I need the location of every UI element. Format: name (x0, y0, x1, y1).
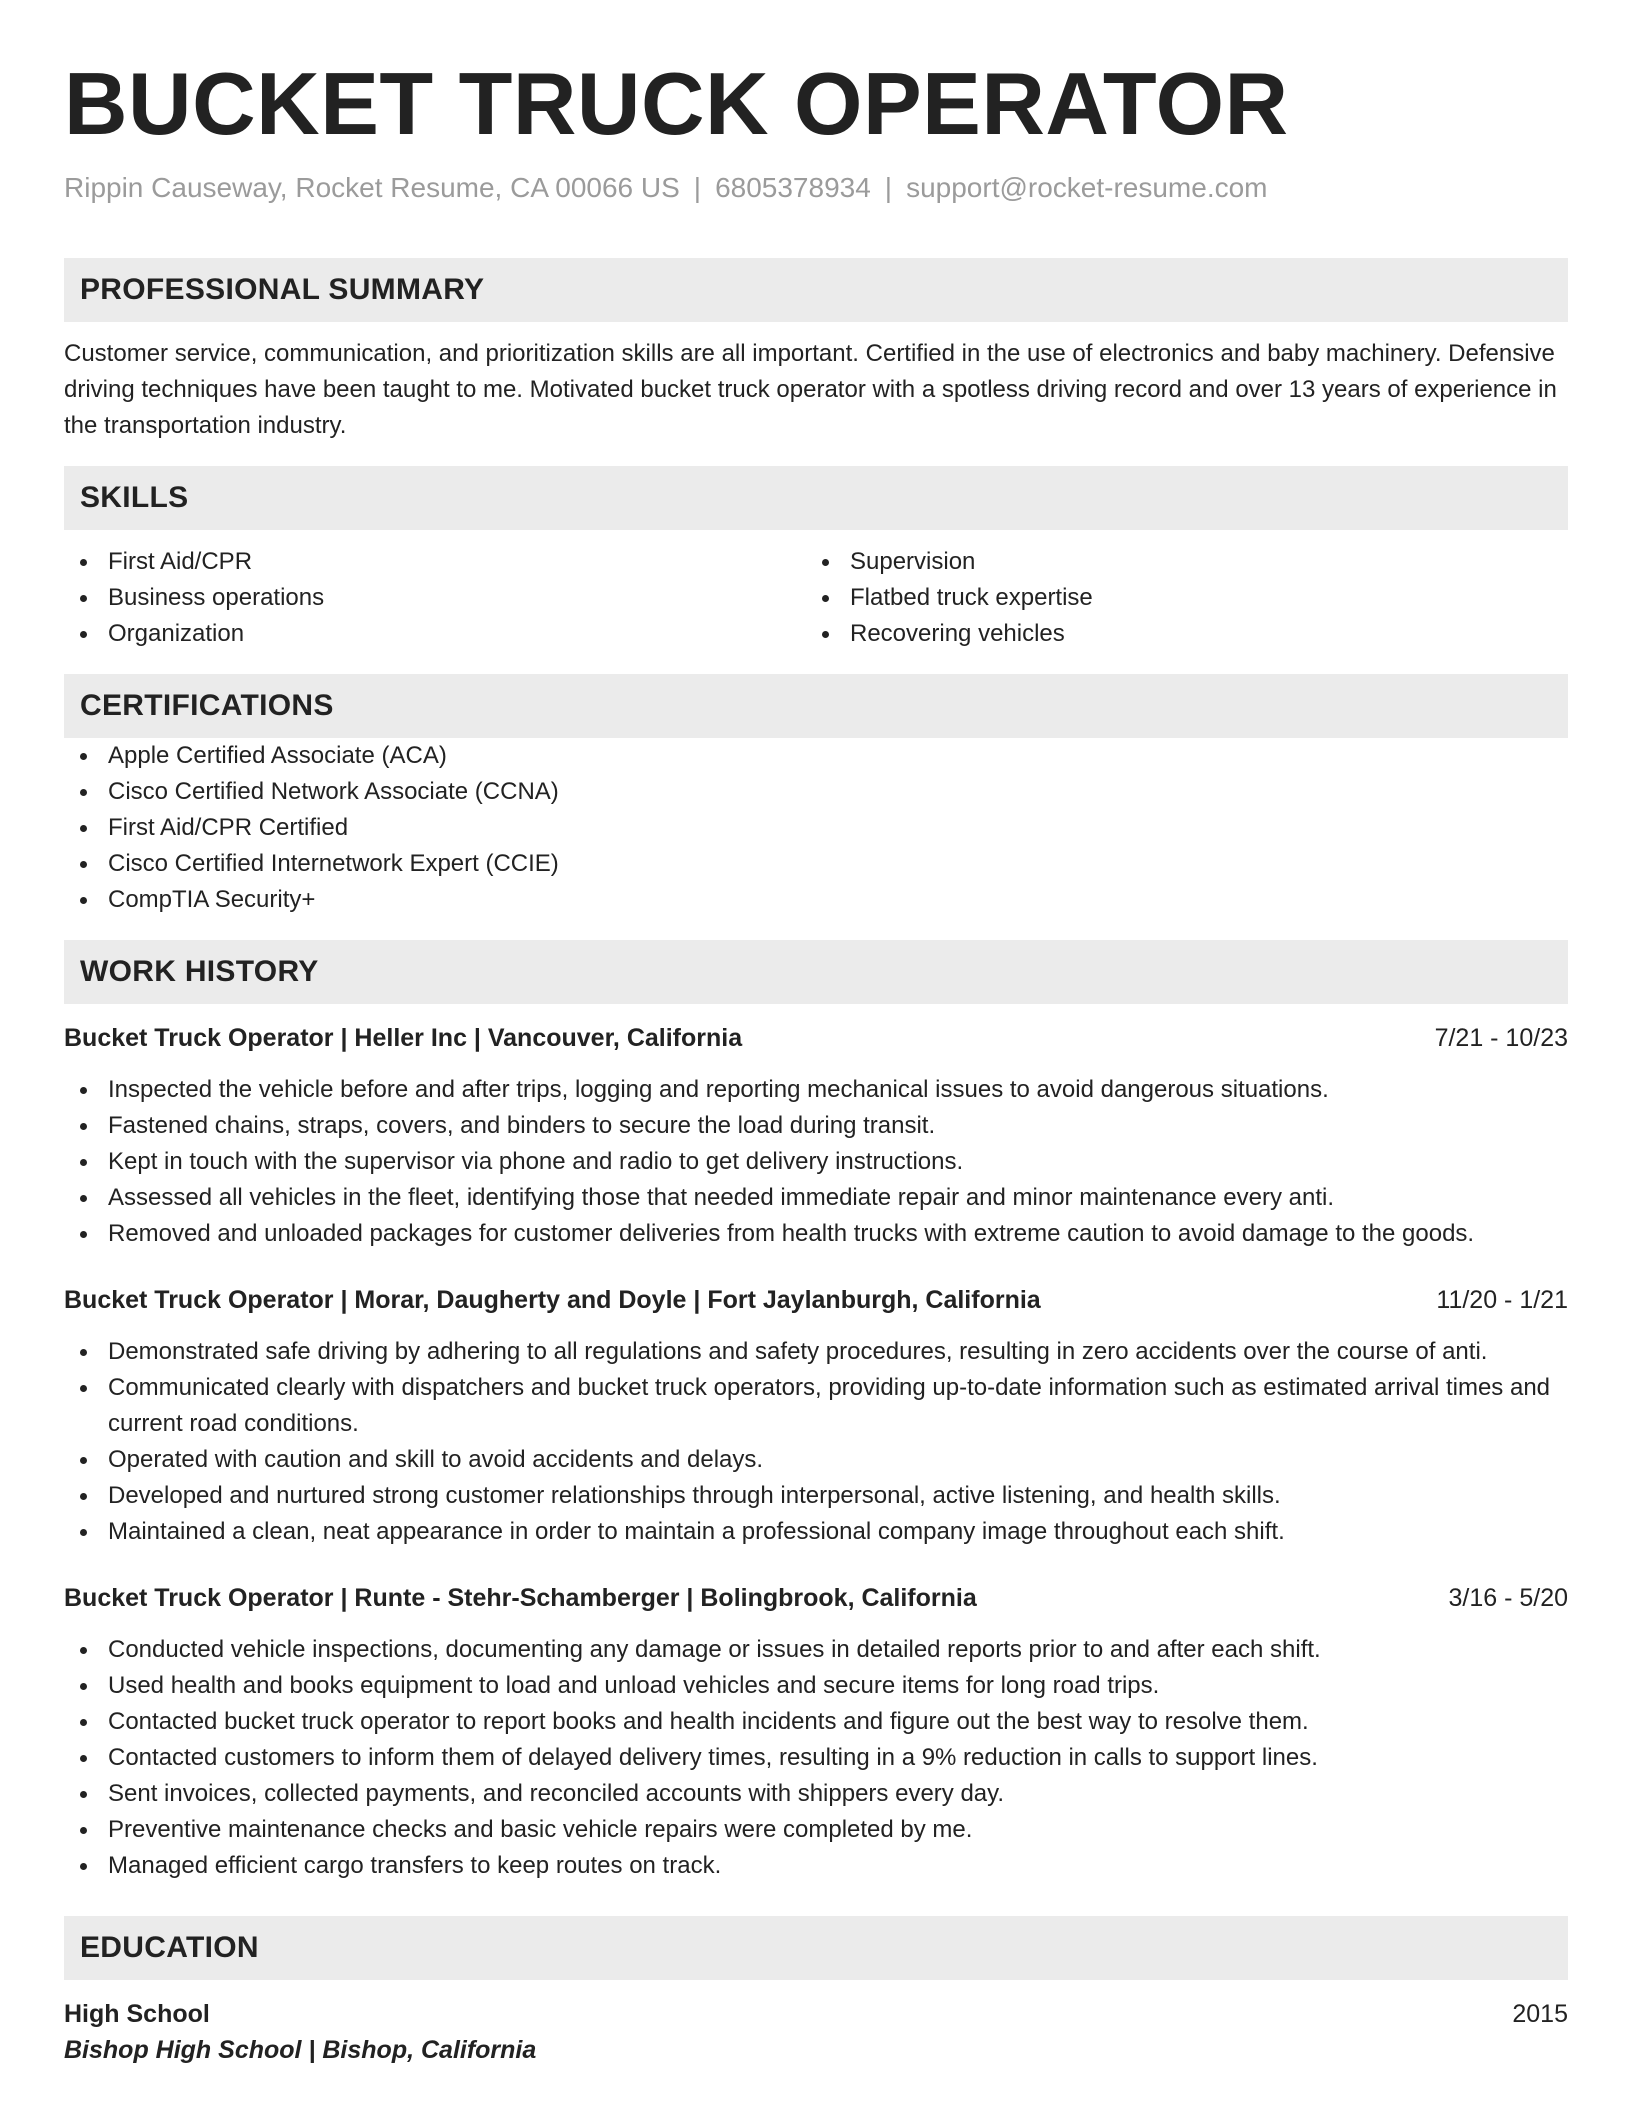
certification-item: First Aid/CPR Certified (64, 810, 1568, 846)
skills-section-header (64, 466, 1568, 530)
job-dates: 11/20 - 1/21 (1436, 1286, 1568, 1314)
summary-section-header (64, 258, 1568, 322)
job-entry (64, 1580, 1568, 1884)
skill-item: Flatbed truck expertise (806, 580, 1548, 616)
education-heading: EDUCATION (80, 1931, 259, 1964)
certification-item: CompTIA Security+ (64, 882, 1568, 918)
job-entry (64, 1282, 1568, 1550)
job-bullet: Assessed all vehicles in the fleet, identifying those that needed immediate repair and minor maintenance every anti. (64, 1180, 1568, 1216)
job-bullets (64, 1072, 1568, 1252)
education-school: Bishop High School | Bishop, California (64, 2036, 537, 2064)
job-header (64, 1020, 1568, 1056)
skill-item: Supervision (806, 544, 1548, 580)
contact-separator: | (693, 172, 702, 203)
skill-item: Recovering vehicles (806, 616, 1548, 652)
certification-item: Cisco Certified Internetwork Expert (CCIE) (64, 846, 1568, 882)
job-bullet: Contacted customers to inform them of delayed delivery times, resulting in a 9% reduction in calls to support lines. (64, 1740, 1568, 1776)
job-bullet: Maintained a clean, neat appearance in order to maintain a professional company image throughout each shift. (64, 1514, 1568, 1550)
skills-column-left (64, 544, 806, 652)
certifications-list (64, 738, 1568, 918)
job-header (64, 1282, 1568, 1318)
job-title: Bucket Truck Operator | Morar, Daugherty and Doyle | Fort Jaylanburgh, California (64, 1286, 1041, 1314)
job-bullet: Kept in touch with the supervisor via phone and radio to get delivery instructions. (64, 1144, 1568, 1180)
contact-address: Rippin Causeway, Rocket Resume, CA 00066 US (64, 172, 680, 203)
certifications-heading: CERTIFICATIONS (80, 689, 334, 722)
education-year: 2015 (1512, 2000, 1568, 2028)
job-bullet: Fastened chains, straps, covers, and binders to secure the load during transit. (64, 1108, 1568, 1144)
skills-list (64, 544, 1568, 652)
certifications-section-header (64, 674, 1568, 738)
work-heading: WORK HISTORY (80, 955, 319, 988)
job-bullets (64, 1334, 1568, 1550)
job-dates: 7/21 - 10/23 (1434, 1024, 1568, 1052)
summary-heading: PROFESSIONAL SUMMARY (80, 273, 485, 306)
job-bullet: Conducted vehicle inspections, documenting any damage or issues in detailed reports prior to and after each shift. (64, 1632, 1568, 1668)
job-title: Bucket Truck Operator | Runte - Stehr-Schamberger | Bolingbrook, California (64, 1584, 977, 1612)
work-section-header (64, 940, 1568, 1004)
education-entry (64, 1996, 1568, 2068)
summary-text: Customer service, communication, and prioritization skills are all important. Certified in the use of electronics and baby machinery. Defensive driving techniques have been taught to me. Motivated bucket truck operator with a spotless driving record and over 13 years of experience in the transportation industry. (64, 340, 1557, 439)
skill-item: Organization (64, 616, 806, 652)
job-bullet: Communicated clearly with dispatchers and bucket truck operators, providing up-to-date information such as estimated arrival times and current road conditions. (64, 1370, 1568, 1442)
education-header (64, 1996, 1568, 2032)
job-bullets (64, 1632, 1568, 1884)
skill-item: First Aid/CPR (64, 544, 806, 580)
job-entry (64, 1020, 1568, 1252)
skills-heading: SKILLS (80, 481, 189, 514)
job-bullet: Sent invoices, collected payments, and reconciled accounts with shippers every day. (64, 1776, 1568, 1812)
job-bullet: Removed and unloaded packages for customer deliveries from health trucks with extreme caution to avoid damage to the goods. (64, 1216, 1568, 1252)
job-dates: 3/16 - 5/20 (1448, 1584, 1568, 1612)
job-bullet: Inspected the vehicle before and after trips, logging and reporting mechanical issues to avoid dangerous situations. (64, 1072, 1568, 1108)
contact-line (64, 170, 1568, 206)
job-bullet: Used health and books equipment to load and unload vehicles and secure items for long road trips. (64, 1668, 1568, 1704)
contact-phone: 6805378934 (715, 172, 871, 203)
contact-email: support@rocket-resume.com (906, 172, 1268, 203)
candidate-title: BUCKET TRUCK OPERATOR (64, 54, 1289, 153)
certification-item: Apple Certified Associate (ACA) (64, 738, 1568, 774)
contact-separator: | (884, 172, 893, 203)
education-degree: High School (64, 2000, 210, 2028)
education-section-header (64, 1916, 1568, 1980)
job-bullet: Demonstrated safe driving by adhering to all regulations and safety procedures, resulting in zero accidents over the course of anti. (64, 1334, 1568, 1370)
job-bullet: Operated with caution and skill to avoid accidents and delays. (64, 1442, 1568, 1478)
certification-item: Cisco Certified Network Associate (CCNA) (64, 774, 1568, 810)
job-bullet: Developed and nurtured strong customer relationships through interpersonal, active listening, and health skills. (64, 1478, 1568, 1514)
job-bullet: Managed efficient cargo transfers to keep routes on track. (64, 1848, 1568, 1884)
job-title: Bucket Truck Operator | Heller Inc | Vancouver, California (64, 1024, 743, 1052)
resume-page (64, 0, 1568, 2068)
skill-item: Business operations (64, 580, 806, 616)
job-header (64, 1580, 1568, 1616)
job-bullet: Contacted bucket truck operator to report books and health incidents and figure out the best way to resolve them. (64, 1704, 1568, 1740)
skills-column-right (806, 544, 1548, 652)
job-bullet: Preventive maintenance checks and basic vehicle repairs were completed by me. (64, 1812, 1568, 1848)
